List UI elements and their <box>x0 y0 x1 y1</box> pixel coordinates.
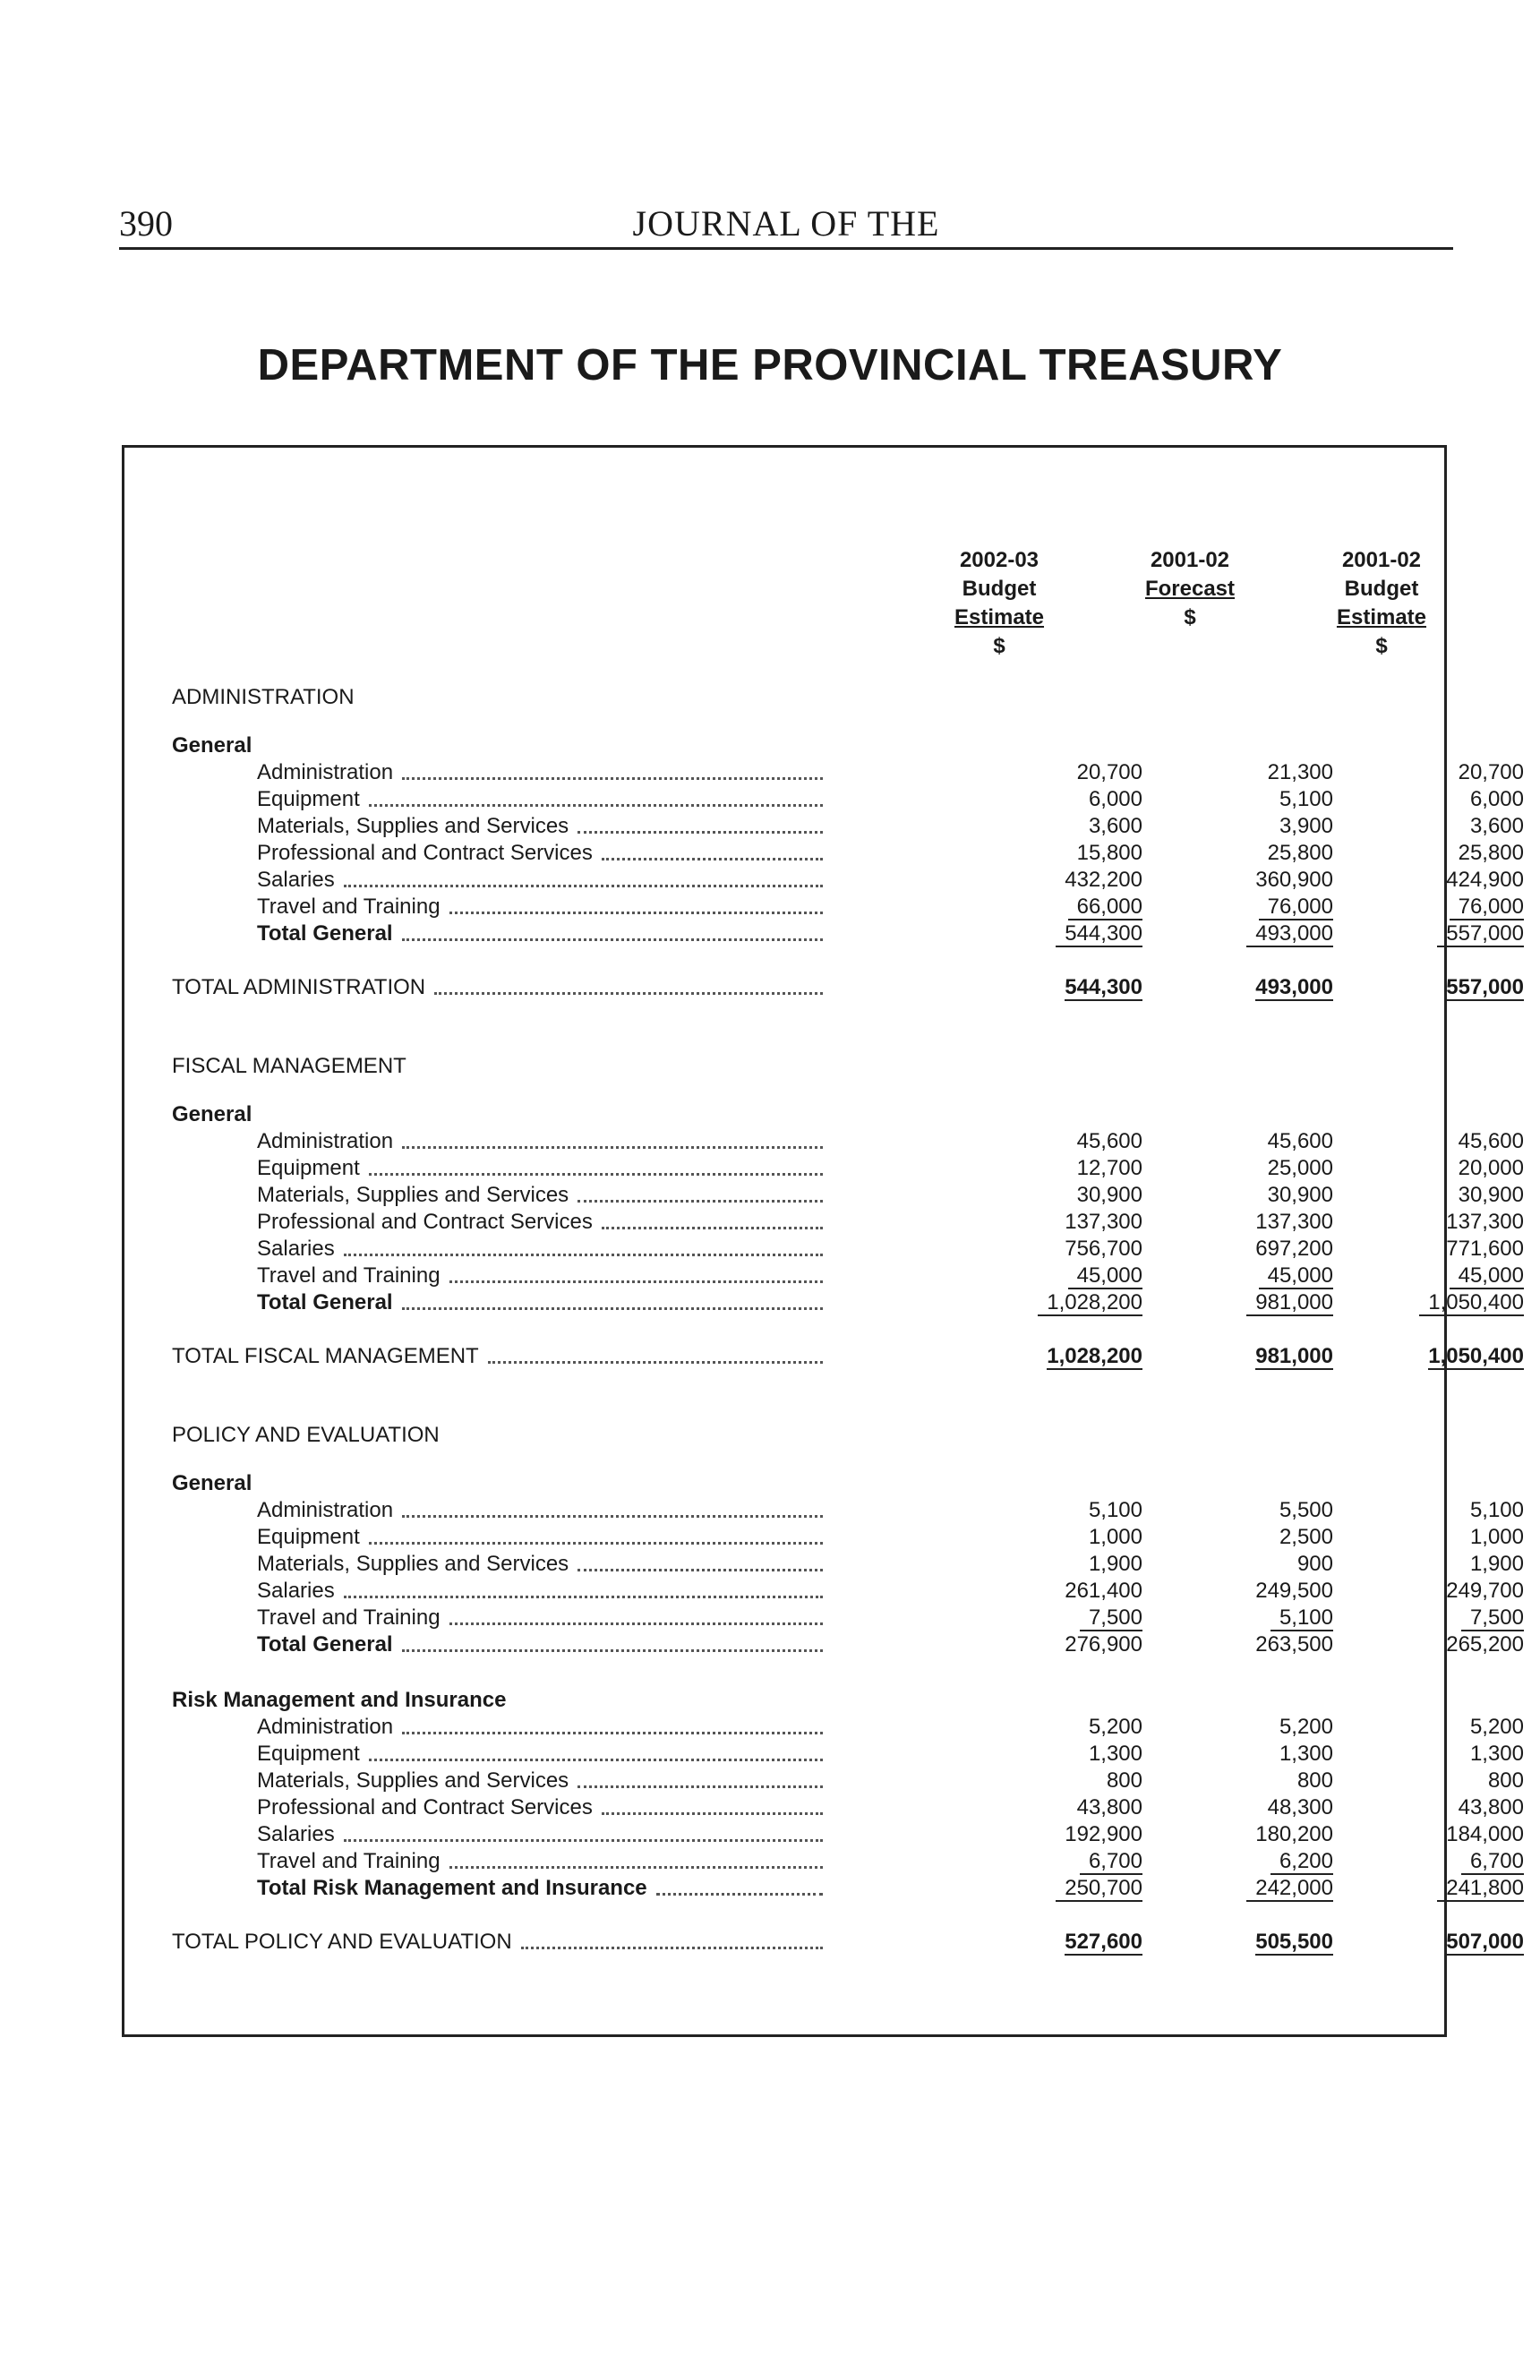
dot-leader <box>449 912 823 914</box>
value-cell: 544,300 <box>1065 975 1142 999</box>
value-cell: 3,600 <box>1088 814 1142 838</box>
dot-leader <box>488 1361 823 1364</box>
row-label: Salaries <box>257 1822 335 1846</box>
value-cell: 15,800 <box>1076 841 1142 865</box>
subtotal-row <box>124 1631 1524 1658</box>
value-cell: 30,900 <box>1458 1183 1524 1207</box>
row-label: Equipment <box>257 787 360 811</box>
value-cell: 249,700 <box>1446 1579 1524 1603</box>
value-cell: 192,900 <box>1065 1822 1142 1846</box>
value-cell: 20,700 <box>1076 760 1142 784</box>
row-label: Salaries <box>257 868 335 892</box>
row-label: TOTAL FISCAL MANAGEMENT <box>172 1344 479 1368</box>
table-row <box>124 759 1524 786</box>
table-row <box>124 1524 1524 1551</box>
value-cell: 45,000 <box>1154 1263 1333 1289</box>
value-cell: 756,700 <box>1065 1237 1142 1261</box>
value-cell: 1,028,200 <box>1047 1344 1142 1368</box>
dot-leader <box>402 1146 823 1149</box>
value-cell: 184,000 <box>1446 1822 1524 1846</box>
page-title: DEPARTMENT OF THE PROVINCIAL TREASURY <box>257 341 1283 390</box>
value-cell: 557,000 <box>1446 975 1524 999</box>
table-row <box>124 1605 1524 1631</box>
column-header-2: 2001-02 Forecast $ <box>1144 548 1236 629</box>
row-label: TOTAL ADMINISTRATION <box>172 975 426 999</box>
value-cell: 263,500 <box>1255 1632 1333 1657</box>
value-cell: 241,800 <box>1345 1875 1524 1902</box>
dot-leader <box>402 1307 823 1310</box>
value-cell: 981,000 <box>1255 1344 1333 1368</box>
value-cell: 45,000 <box>963 1263 1142 1289</box>
value-cell: 45,600 <box>1267 1129 1333 1153</box>
row-label: Professional and Contract Services <box>257 841 593 865</box>
value-cell: 242,000 <box>1154 1875 1333 1902</box>
value-cell: 5,500 <box>1279 1498 1333 1522</box>
row-label: Travel and Training <box>257 1605 441 1630</box>
row-label: Equipment <box>257 1525 360 1549</box>
row-label: Administration <box>257 1498 394 1522</box>
value-cell: 1,000 <box>1469 1525 1524 1549</box>
dot-leader <box>449 1280 823 1283</box>
value-cell: 7,500 <box>963 1605 1142 1631</box>
value-cell: 137,300 <box>1065 1210 1142 1234</box>
value-cell: 276,900 <box>1065 1632 1142 1657</box>
value-cell: 76,000 <box>1345 894 1524 920</box>
value-cell: 12,700 <box>1076 1156 1142 1180</box>
row-label: Equipment <box>257 1742 360 1766</box>
group-header <box>124 1101 1450 1128</box>
value-cell: 1,300 <box>1088 1742 1142 1766</box>
value-cell: 424,900 <box>1446 868 1524 892</box>
value-cell: 180,200 <box>1255 1822 1333 1846</box>
value-cell: 76,000 <box>1154 894 1333 920</box>
value-cell: 557,000 <box>1345 920 1524 947</box>
value-cell: 25,000 <box>1267 1156 1333 1180</box>
value-cell: 360,900 <box>1255 868 1333 892</box>
row-label: Total General <box>257 921 393 946</box>
dot-leader <box>578 1785 823 1788</box>
section-header <box>124 684 1450 711</box>
section-header <box>124 1422 1450 1449</box>
row-label: Administration <box>257 1715 394 1739</box>
value-cell: 2,500 <box>1279 1525 1333 1549</box>
table-row <box>124 813 1524 840</box>
value-cell: 5,100 <box>1469 1498 1524 1522</box>
value-cell: 1,300 <box>1279 1742 1333 1766</box>
section-header <box>124 1053 1450 1080</box>
table-row <box>124 1741 1524 1768</box>
dot-leader <box>402 1515 823 1518</box>
row-label: TOTAL POLICY AND EVALUATION <box>172 1930 512 1954</box>
dot-leader <box>578 1200 823 1203</box>
value-cell: 45,600 <box>1458 1129 1524 1153</box>
dot-leader <box>369 804 823 807</box>
section-total-row <box>124 1929 1524 1956</box>
dot-leader <box>578 831 823 834</box>
value-cell: 5,200 <box>1088 1715 1142 1739</box>
dot-leader <box>402 1732 823 1734</box>
section-total-row <box>124 1343 1524 1370</box>
value-cell: 3,600 <box>1469 814 1524 838</box>
value-cell: 20,000 <box>1458 1156 1524 1180</box>
value-cell: 5,200 <box>1279 1715 1333 1739</box>
value-cell: 261,400 <box>1065 1579 1142 1603</box>
row-label: Materials, Supplies and Services <box>257 814 569 838</box>
table-row <box>124 786 1524 813</box>
column-header-3: 2001-02 Budget Estimate $ <box>1336 548 1427 658</box>
value-cell: 493,000 <box>1255 975 1333 999</box>
dot-leader <box>402 1649 823 1652</box>
group-header <box>124 732 1450 759</box>
group-header <box>124 1687 1450 1714</box>
value-cell: 5,100 <box>1088 1498 1142 1522</box>
table-row <box>124 1714 1524 1741</box>
row-label: Salaries <box>257 1579 335 1603</box>
row-label: Salaries <box>257 1237 335 1261</box>
row-label: Risk Management and Insurance <box>172 1688 507 1712</box>
value-cell: 6,700 <box>1345 1848 1524 1875</box>
table-row <box>124 1182 1524 1209</box>
value-cell: 800 <box>1106 1768 1142 1793</box>
table-row <box>124 1821 1524 1848</box>
table-row <box>124 1848 1524 1875</box>
dot-leader <box>369 1759 823 1761</box>
row-label: POLICY AND EVALUATION <box>172 1423 440 1447</box>
value-cell: 6,000 <box>1088 787 1142 811</box>
value-cell: 45,000 <box>1345 1263 1524 1289</box>
value-cell: 800 <box>1487 1768 1524 1793</box>
row-label: ADMINISTRATION <box>172 685 355 709</box>
budget-table <box>122 445 1524 2037</box>
row-label: Materials, Supplies and Services <box>257 1768 569 1793</box>
value-cell: 800 <box>1296 1768 1333 1793</box>
dot-leader <box>434 992 823 995</box>
table-row <box>124 1794 1524 1821</box>
dot-leader <box>449 1622 823 1625</box>
row-label: Total General <box>257 1290 393 1314</box>
value-cell: 137,300 <box>1446 1210 1524 1234</box>
row-label: General <box>172 1471 252 1495</box>
row-label: Total Risk Management and Insurance <box>257 1876 647 1900</box>
dot-leader <box>449 1866 823 1869</box>
value-cell: 544,300 <box>963 920 1142 947</box>
value-cell: 21,300 <box>1267 760 1333 784</box>
value-cell: 43,800 <box>1458 1795 1524 1819</box>
value-cell: 1,000 <box>1088 1525 1142 1549</box>
journal-title: JOURNAL OF THE <box>632 203 940 244</box>
dot-leader <box>344 1254 823 1256</box>
dot-leader <box>369 1542 823 1545</box>
value-cell: 1,050,400 <box>1345 1289 1524 1316</box>
value-cell: 265,200 <box>1446 1632 1524 1657</box>
row-label: Professional and Contract Services <box>257 1210 593 1234</box>
value-cell: 771,600 <box>1446 1237 1524 1261</box>
table-row <box>124 1551 1524 1578</box>
row-label: General <box>172 733 252 758</box>
table-row <box>124 1768 1524 1794</box>
row-label: FISCAL MANAGEMENT <box>172 1054 406 1078</box>
value-cell: 25,800 <box>1458 841 1524 865</box>
value-cell: 3,900 <box>1279 814 1333 838</box>
dot-leader <box>578 1569 823 1571</box>
value-cell: 30,900 <box>1076 1183 1142 1207</box>
row-label: Travel and Training <box>257 1263 441 1288</box>
value-cell: 981,000 <box>1154 1289 1333 1316</box>
subtotal-row <box>124 1289 1524 1316</box>
value-cell: 527,600 <box>1065 1930 1142 1954</box>
dot-leader <box>602 858 823 860</box>
table-row <box>124 1263 1524 1289</box>
table-row <box>124 1128 1524 1155</box>
row-label: Travel and Training <box>257 1849 441 1873</box>
dot-leader <box>656 1893 823 1896</box>
dot-leader <box>369 1173 823 1176</box>
value-cell: 7,500 <box>1345 1605 1524 1631</box>
value-cell: 43,800 <box>1076 1795 1142 1819</box>
dot-leader <box>402 777 823 780</box>
table-row <box>124 1155 1524 1182</box>
dot-leader <box>602 1227 823 1229</box>
row-label: Professional and Contract Services <box>257 1795 593 1819</box>
value-cell: 25,800 <box>1267 841 1333 865</box>
value-cell: 432,200 <box>1065 868 1142 892</box>
table-row <box>124 1236 1524 1263</box>
dot-leader <box>521 1947 823 1949</box>
value-cell: 48,300 <box>1267 1795 1333 1819</box>
value-cell: 697,200 <box>1255 1237 1333 1261</box>
dot-leader <box>402 938 823 941</box>
dot-leader <box>602 1812 823 1815</box>
row-label: Materials, Supplies and Services <box>257 1183 569 1207</box>
value-cell: 1,028,200 <box>963 1289 1142 1316</box>
value-cell: 1,050,400 <box>1428 1344 1524 1368</box>
value-cell: 900 <box>1296 1552 1333 1576</box>
value-cell: 1,900 <box>1088 1552 1142 1576</box>
table-row <box>124 1578 1524 1605</box>
section-total-row <box>124 974 1524 1001</box>
value-cell: 20,700 <box>1458 760 1524 784</box>
value-cell: 493,000 <box>1154 920 1333 947</box>
value-cell: 6,000 <box>1469 787 1524 811</box>
dot-leader <box>344 1596 823 1598</box>
row-label: Travel and Training <box>257 895 441 919</box>
value-cell: 66,000 <box>963 894 1142 920</box>
row-label: General <box>172 1102 252 1126</box>
value-cell: 137,300 <box>1255 1210 1333 1234</box>
group-header <box>124 1470 1450 1497</box>
value-cell: 1,900 <box>1469 1552 1524 1576</box>
value-cell: 250,700 <box>963 1875 1142 1902</box>
table-row <box>124 1209 1524 1236</box>
value-cell: 30,900 <box>1267 1183 1333 1207</box>
value-cell: 45,600 <box>1076 1129 1142 1153</box>
column-header-1: 2002-03 Budget Estimate $ <box>954 548 1045 658</box>
dot-leader <box>344 885 823 887</box>
subtotal-row <box>124 1875 1524 1902</box>
row-label: Total General <box>257 1632 393 1657</box>
table-row <box>124 894 1524 920</box>
table-row <box>124 1497 1524 1524</box>
table-row <box>124 867 1524 894</box>
running-header <box>119 199 1453 250</box>
row-label: Administration <box>257 1129 394 1153</box>
value-cell: 5,100 <box>1154 1605 1333 1631</box>
value-cell: 6,200 <box>1154 1848 1333 1875</box>
value-cell: 507,000 <box>1446 1930 1524 1954</box>
value-cell: 5,200 <box>1469 1715 1524 1739</box>
dot-leader <box>344 1839 823 1842</box>
row-label: Equipment <box>257 1156 360 1180</box>
row-label: Administration <box>257 760 394 784</box>
subtotal-row <box>124 920 1524 947</box>
value-cell: 5,100 <box>1279 787 1333 811</box>
value-cell: 249,500 <box>1255 1579 1333 1603</box>
page-number: 390 <box>119 203 173 244</box>
row-label: Materials, Supplies and Services <box>257 1552 569 1576</box>
value-cell: 505,500 <box>1255 1930 1333 1954</box>
value-cell: 1,300 <box>1469 1742 1524 1766</box>
value-cell: 6,700 <box>963 1848 1142 1875</box>
table-row <box>124 840 1524 867</box>
